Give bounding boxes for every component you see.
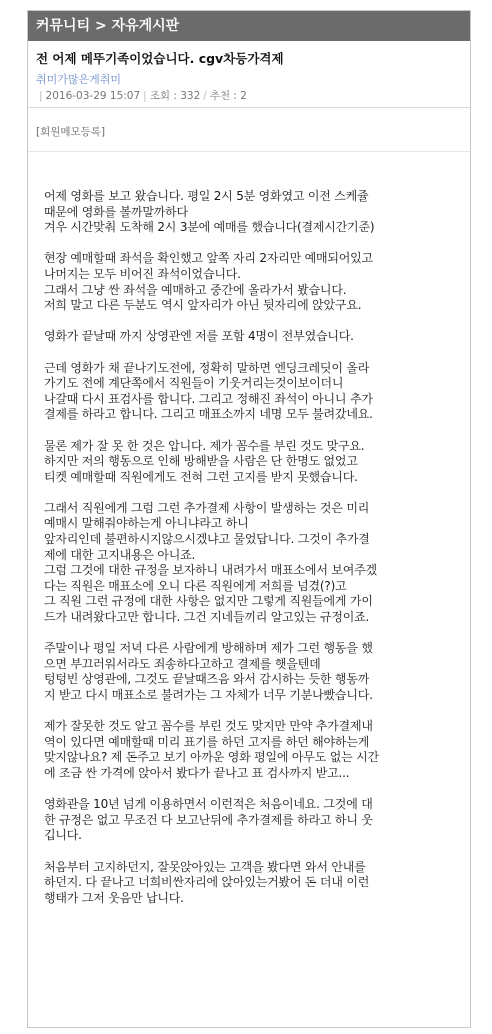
post-content xyxy=(44,189,464,922)
member-memo-button[interactable]: [회원메모등록] xyxy=(36,126,106,138)
meta-divider: | xyxy=(143,90,147,102)
recommend-count: 추천 : 2 xyxy=(209,90,247,102)
content-paragraph: 어제 영화를 보고 왔습니다. 평일 2시 5분 영화였고 이전 스케쥴 때문에 영화를 볼까말까하다 겨우 시간맞춰 도착해 2시 3분에 예매를 했습니다(결제시간기준) xyxy=(44,189,375,235)
content-paragraph: 근데 영화가 채 끝나기도전에, 정확히 말하면 엔딩크레딧이 올라 가기도 전에 계단쪽에서 직원들이 기웃거리는것이보이더니 나갈때 다시 표검사를 합니다. 그리고 정해진 좌석이 아니니 추가 결제를 하라고 합니다. 그리고 매표소까지 네명 모두 불려갔네요. xyxy=(44,360,373,422)
content-paragraph: 처음부터 고지하던지, 잘못앉아있는 고객을 봤다면 와서 안내를 하던지. 다 끝나고 너희비싼자리에 앉아있는거봤어 돈 더내 이런 행태가 그저 웃음만 납니다. xyxy=(44,859,370,905)
post-date: 2016-03-29 15:07 xyxy=(45,90,141,102)
meta-divider: | xyxy=(39,90,43,102)
content-paragraph: 영화가 끝날때 까지 상영관엔 저를 포함 4명이 전부였습니다. xyxy=(44,329,354,344)
content-paragraph: 주말이나 평일 저녁 다른 사람에게 방해하며 제가 그런 행동을 했 으면 부끄러워서라도 죄송하다고하고 결제를 햇을텐데 텅텅빈 상영관에, 그것도 끝날때즈음 와서 감시하는 듯한 행동까 지 받고 다시 매표소로 불려가는 그 자체가 너무 기분나빴습니다. xyxy=(44,641,373,702)
meta-divider: / xyxy=(203,90,207,102)
content-paragraph: 물론 제가 잘 못 한 것은 압니다. 제가 꼼수를 부린 것도 맞구요. 하지만 저의 행동으로 인해 방해받을 사람은 단 한명도 없었고 티켓 예매할때 직원에게도 전혀 그런 고지를 받지 못했습니다. xyxy=(44,438,365,484)
board-breadcrumb[interactable]: 커뮤니티 > 자유게시판 xyxy=(28,11,470,41)
content-paragraph: 영화관을 10년 넘게 이용하면서 이런적은 처음이네요. 그것에 대 한 규정은 없고 무조건 다 보고난뒤에 추가결제를 하라고 하니 웃 깁니다. xyxy=(44,797,373,843)
post-frame xyxy=(27,10,471,1028)
author-link[interactable]: 취미가많은게취미 xyxy=(36,73,122,86)
post-header xyxy=(28,41,470,108)
memo-bar xyxy=(28,108,470,152)
post-title: 전 어제 메뚜기족이었습니다. cgv차등가격제 xyxy=(36,51,284,66)
content-paragraph: 현장 예매할때 좌석을 확인했고 앞쪽 자리 2자리만 예매되어있고 나머지는 모두 비어진 좌석이었습니다. 그래서 그냥 싼 좌석을 예매하고 중간에 올라가서 봤습니다. 저희 말고 다른 두분도 역시 앞자리가 아닌 뒷자리에 앉았구요. xyxy=(44,251,373,313)
content-paragraph: 그래서 직원에게 그럼 그런 추가결제 사항이 발생하는 것은 미리 예매시 말해줘야하는게 아니냐라고 하니 앞자리인데 불편하시지않으시겠냐고 물었답니다. 그것이 추가결 제에 대한 고지내용은 아니죠. 그럼 그것에 대한 규정을 보자하니 내려가서 매표소에서 보여주겠 다는 직원은 매표소에 오니 다른 직원에게 저희를 넘겼(?)고 그 직원 그런 규정에 대한 사항은 없지만 그렇게 직원들에게 가이 드가 내려왔다고만 합니다. 그건 지네들끼리 알고있는 규정이죠. xyxy=(44,500,377,625)
content-paragraph: 제가 잘못한 것도 알고 꼼수를 부린 것도 맞지만 만약 추가결제내 역이 있다면 예매할때 미리 표기를 하던 고지를 하던 해야하는게 맞지않나요? 제 돈주고 보기 아까운 영화 평일에 아무도 없는 시간 에 조금 싼 가격에 앉아서 봤다가 끝나고 표 검사까지 받고... xyxy=(44,719,379,780)
post-meta xyxy=(36,89,462,104)
view-count: 조회 : 332 xyxy=(149,90,201,102)
